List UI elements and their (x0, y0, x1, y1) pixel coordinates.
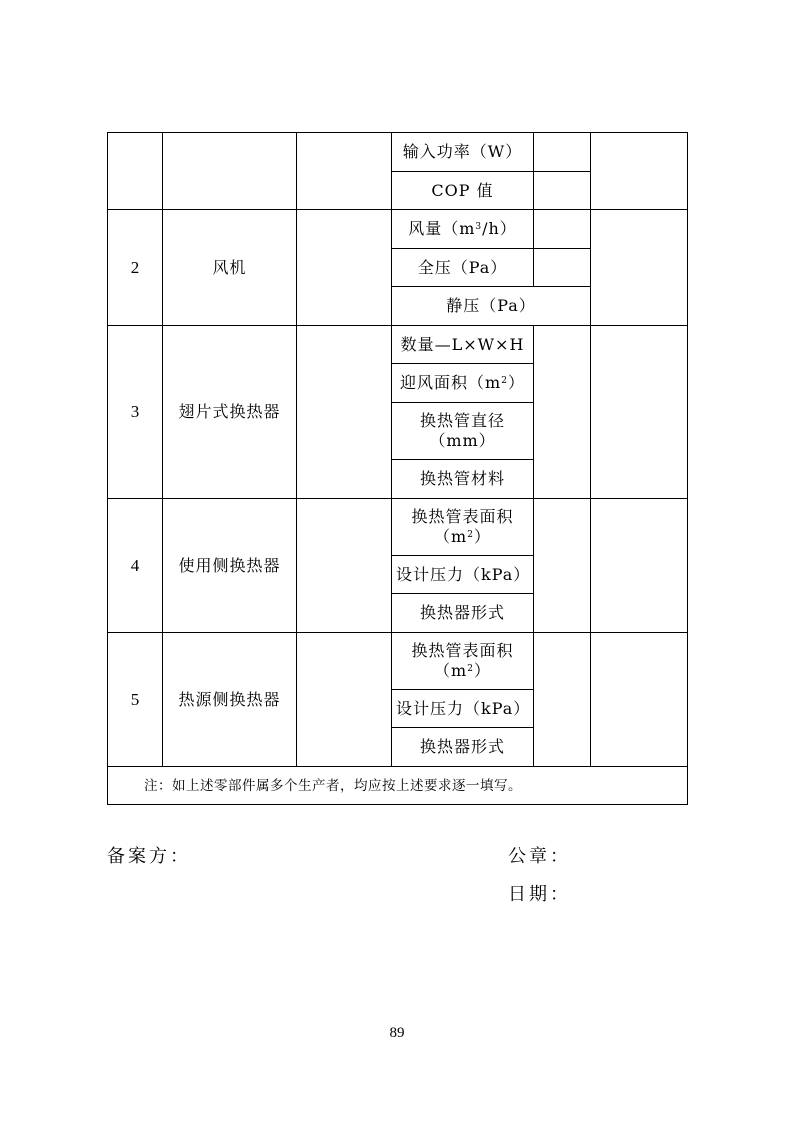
seal-label: 公章： (508, 846, 571, 867)
table-row (108, 210, 688, 249)
row-number: 2 (108, 210, 163, 326)
component-name: 热源侧换热器 (163, 633, 297, 767)
table-note: 注：如上述零部件属多个生产者，均应按上述要求逐一填写。 (108, 767, 688, 805)
row-number: 3 (108, 326, 163, 499)
param-cell: 换热管表面积 $(m^2)$ (392, 499, 534, 556)
component-table (107, 132, 688, 805)
cell-value-empty (297, 133, 392, 210)
page-number: 89 (389, 1025, 405, 1041)
param-cell: 换热管直径 （mm） (392, 403, 534, 460)
filer-label: 备案方： (107, 846, 191, 867)
param-cell: 换热器形式 (392, 594, 534, 633)
param-cell: 迎风面积$(m^2)$ (392, 364, 534, 403)
param-cell: 换热管材料 (392, 460, 534, 499)
remark-cell (591, 633, 688, 767)
value-cell (534, 133, 591, 172)
param-cell: 设计压力（kPa） (392, 556, 534, 594)
value-cell (534, 172, 591, 210)
cell-name-empty (163, 133, 297, 210)
component-name: 风机 (163, 210, 297, 326)
param-cell: 数量—L×W×H (392, 326, 534, 364)
table-row (108, 326, 688, 364)
component-name: 翅片式换热器 (163, 326, 297, 499)
param-cell: 全压（Pa） (392, 249, 534, 287)
cell-value-empty (297, 326, 392, 499)
date-label: 日期： (508, 884, 571, 905)
component-name: 使用侧换热器 (163, 499, 297, 633)
param-cell: 输入功率（W） (392, 133, 534, 172)
value-cell (534, 210, 591, 249)
table-row (108, 633, 688, 690)
cell-no-empty (108, 133, 163, 210)
param-cell: 换热管表面积 $(m^2)$ (392, 633, 534, 690)
row-number: 5 (108, 633, 163, 767)
value-cell (534, 633, 591, 767)
cell-value-empty (297, 210, 392, 326)
remark-cell (591, 133, 688, 210)
param-cell: 静压（Pa） (392, 287, 591, 326)
row-number: 4 (108, 499, 163, 633)
cell-value-empty (297, 633, 392, 767)
remark-cell (591, 326, 688, 499)
remark-cell (591, 210, 688, 326)
cell-value-empty (297, 499, 392, 633)
table-row (108, 499, 688, 556)
param-cell: 换热器形式 (392, 728, 534, 767)
remark-cell (591, 499, 688, 633)
param-cell: 设计压力（kPa） (392, 690, 534, 728)
param-cell: 风量$(m^3/h)$ (392, 210, 534, 249)
value-cell (534, 249, 591, 287)
value-cell (534, 499, 591, 633)
table-row (108, 767, 688, 805)
param-cell: COP 值 (392, 172, 534, 210)
table-row (108, 133, 688, 172)
value-cell (534, 326, 591, 499)
